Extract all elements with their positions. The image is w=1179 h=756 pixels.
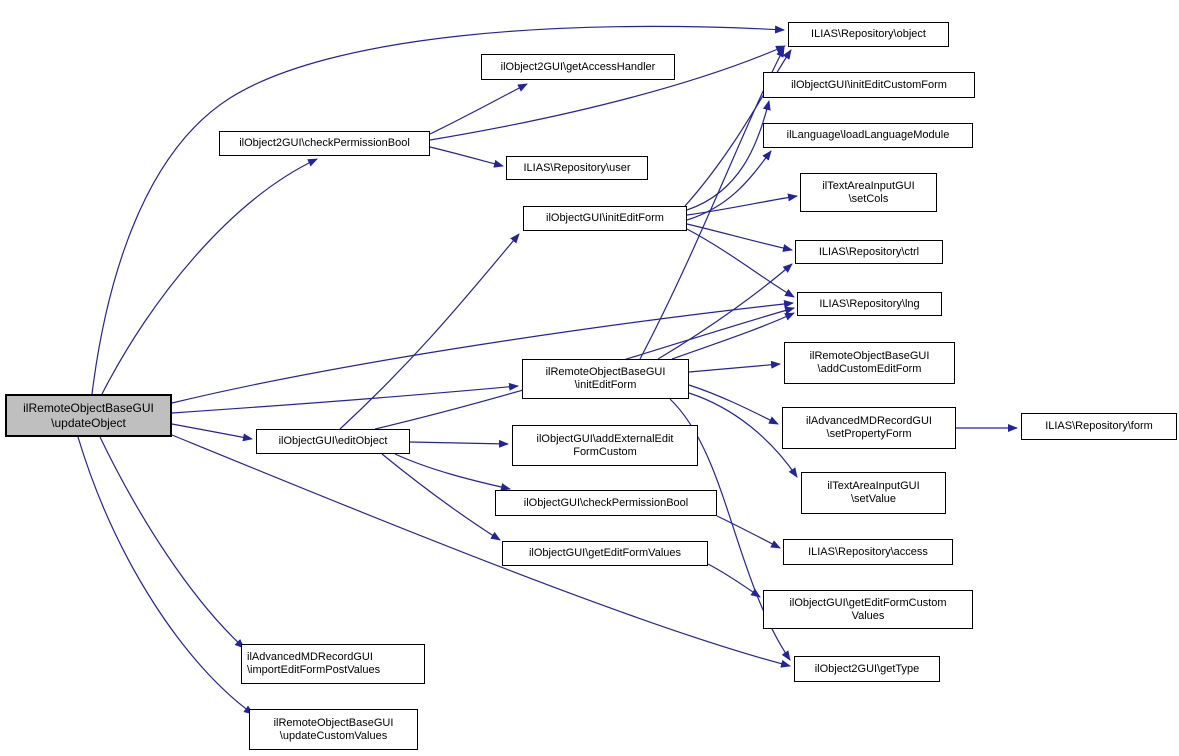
edge-initEditFormRemote-setValue bbox=[689, 393, 797, 477]
node-label: ilObject2GUI\getAccessHandler bbox=[500, 60, 656, 73]
node-label: ilAdvancedMDRecordGUI bbox=[806, 415, 932, 427]
node-setPropertyForm[interactable] bbox=[782, 407, 956, 449]
node-user[interactable] bbox=[506, 156, 648, 180]
node-ctrl[interactable] bbox=[795, 240, 943, 264]
node-label: ilObjectGUI\addExternalEdit bbox=[536, 432, 674, 445]
node-editObject[interactable] bbox=[256, 429, 410, 454]
node-label: ilObjectGUI\editObject bbox=[278, 435, 388, 447]
node-label: \addCustomEditForm bbox=[817, 363, 922, 375]
node-label: \updateCustomValues bbox=[279, 729, 388, 742]
edge-editObject-addExternalEditFormCustom bbox=[410, 442, 508, 444]
node-label: ilRemoteObjectBaseGUI bbox=[23, 400, 154, 415]
node-checkPermissionBool2[interactable] bbox=[219, 131, 430, 156]
node-label: ILIAS\Repository\object bbox=[811, 28, 926, 40]
node-label: ILIAS\Repository\ctrl bbox=[818, 245, 920, 258]
node-checkPermissionBoolObj[interactable] bbox=[495, 490, 717, 516]
node-setValue[interactable] bbox=[801, 472, 946, 514]
node-label: ILIAS\Repository\form bbox=[1045, 420, 1153, 432]
node-label: ilAdvancedMDRecordGUI bbox=[247, 651, 373, 663]
edge-editObject-checkPermissionBoolObj bbox=[395, 454, 510, 489]
node-label: ilTextAreaInputGUI bbox=[827, 480, 920, 492]
node-initEditFormObj[interactable] bbox=[523, 206, 687, 231]
node-initEditFormRemote[interactable] bbox=[522, 359, 689, 399]
node-label: ilRemoteObjectBaseGUI bbox=[809, 350, 930, 362]
node-form[interactable] bbox=[1021, 413, 1177, 440]
node-label: ilObjectGUI\initEditCustomForm bbox=[791, 78, 947, 91]
edge-initEditFormObj-loadLanguageModule bbox=[687, 151, 771, 220]
edge-updateObject-lng bbox=[172, 303, 793, 403]
edge-initEditFormObj-lng bbox=[687, 229, 794, 297]
node-getEditFormValues[interactable] bbox=[502, 541, 708, 566]
node-label: Values bbox=[851, 609, 885, 622]
edge-initEditFormRemote-lng bbox=[672, 313, 794, 359]
node-label: ilObject2GUI\checkPermissionBool bbox=[239, 137, 410, 149]
node-label: ILIAS\Repository\access bbox=[808, 545, 928, 558]
node-label: ILIAS\Repository\lng bbox=[819, 297, 920, 310]
node-getAccessHandler[interactable] bbox=[481, 54, 675, 80]
edge-checkPermissionBool2-user bbox=[430, 147, 503, 166]
edge-updateObject-updateCustomValues bbox=[78, 437, 253, 714]
node-lng[interactable] bbox=[797, 292, 942, 316]
node-label: \initEditForm bbox=[574, 379, 637, 391]
edge-checkPermissionBool2-getAccessHandler bbox=[430, 84, 527, 134]
node-updateCustomValues[interactable] bbox=[249, 709, 418, 750]
edge-initEditFormObj-initEditCustomForm bbox=[687, 101, 769, 210]
node-label: ilLanguage\loadLanguageModule bbox=[786, 129, 950, 141]
node-label: FormCustom bbox=[573, 445, 637, 458]
edge-updateObject-checkPermissionBool2 bbox=[102, 159, 317, 394]
node-label: ilObject2GUI\getType bbox=[814, 662, 920, 675]
node-label: ilObjectGUI\getEditFormCustom bbox=[789, 596, 947, 609]
node-loadLanguageModule[interactable] bbox=[763, 123, 973, 148]
node-label: ILIAS\Repository\user bbox=[523, 161, 631, 174]
node-label: \setValue bbox=[850, 493, 897, 505]
node-label: ilTextAreaInputGUI bbox=[822, 179, 915, 192]
edge-initEditFormRemote-addCustomEditForm bbox=[689, 364, 780, 372]
node-getType[interactable] bbox=[794, 656, 940, 682]
node-access[interactable] bbox=[783, 539, 953, 565]
edge-checkPermissionBoolObj-access bbox=[717, 516, 780, 548]
edge-initEditFormRemote-setPropertyForm bbox=[689, 385, 778, 424]
edge-initEditFormObj-setCols bbox=[687, 196, 797, 215]
node-importEditFormPostValues[interactable] bbox=[241, 644, 425, 684]
node-addExternalEditFormCustom[interactable] bbox=[512, 425, 698, 466]
node-label: ilRemoteObjectBaseGUI bbox=[273, 716, 394, 729]
node-object[interactable] bbox=[788, 22, 949, 47]
node-updateObject bbox=[5, 394, 172, 437]
node-label: ilObjectGUI\initEditForm bbox=[546, 212, 664, 224]
node-label: \importEditFormPostValues bbox=[247, 664, 381, 676]
edge-updateObject-editObject bbox=[172, 424, 252, 439]
node-label: ilRemoteObjectBaseGUI bbox=[545, 366, 666, 378]
node-label: \setCols bbox=[848, 192, 889, 205]
edge-editObject-initEditFormObj bbox=[340, 234, 519, 429]
node-setCols[interactable] bbox=[800, 173, 937, 212]
node-label: ilObjectGUI\getEditFormValues bbox=[528, 547, 682, 559]
node-label: \setPropertyForm bbox=[826, 428, 912, 440]
node-addCustomEditForm[interactable] bbox=[784, 342, 955, 384]
node-label: ilObjectGUI\checkPermissionBool bbox=[523, 496, 689, 509]
edge-initEditFormRemote-ctrl bbox=[658, 264, 792, 359]
edge-getEditFormValues-getEditFormCustomValues bbox=[708, 564, 760, 597]
edge-updateObject-importEditFormPostValues bbox=[100, 437, 244, 648]
edge-updateObject-initEditFormRemote bbox=[172, 386, 518, 413]
node-initEditCustomForm[interactable] bbox=[763, 72, 975, 98]
node-getEditFormCustomValues[interactable] bbox=[763, 590, 973, 629]
node-label: \updateObject bbox=[51, 415, 126, 430]
